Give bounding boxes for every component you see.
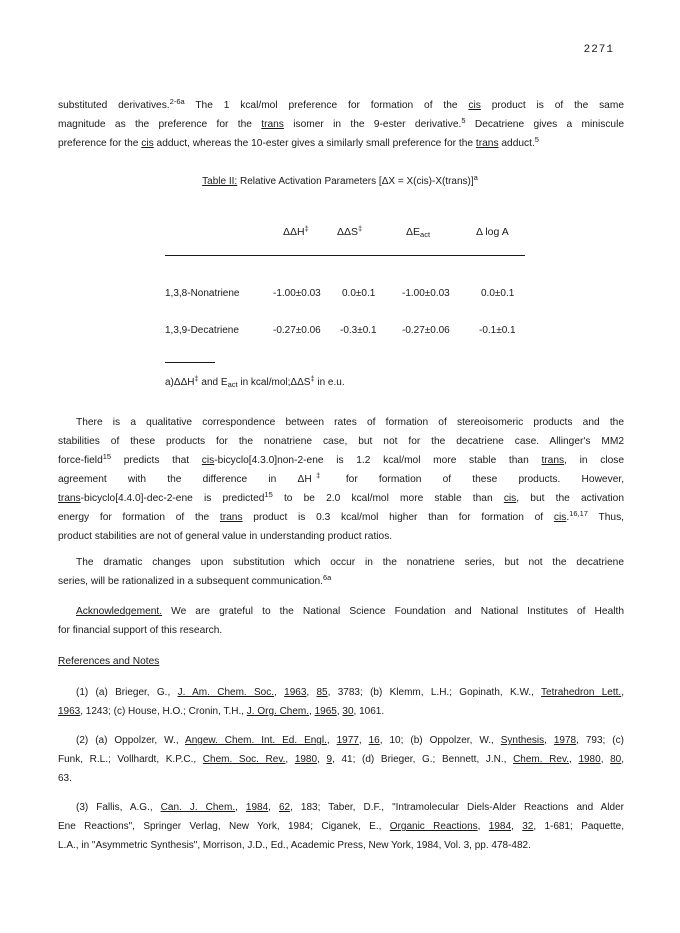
column-header-dds: ΔΔS‡ — [337, 224, 363, 238]
reference-2: (2) (a) Oppolzer, W., Angew. Chem. Int. Ed. Engl., 1977, 16, 10; (b) Oppolzer, W., Synthesis, 1978, 793; (c) Funk, R.L.; Vollhardt, K.P.C., Chem. Soc. Rev., 1980, 9, 41; (d) Brieger, G.; Bennett, J.N., Chem. Rev., 1980, 80, 63. — [58, 735, 625, 784]
column-header-de-act: $\Delta E_{act}$ — [406, 226, 431, 239]
reference-3: (3) Fallis, A.G., Can. J. Chem., 1984, 62, 183; Taber, D.F., "Intramolecular Diels-Alder Reactions and Alder Ene Reactions", Springer Verlag, New York, 1984; Ciganek, E., Organic Reactions, 1984, 32, 1-681; Paquette, L.A., in "Asymmetric Synthesis", Morrison, J.D., Ed., Academic Press, New York, 1984, Vol. 3, pp. 478-482. — [58, 802, 625, 851]
column-header-dlog-a: Δ log A — [476, 226, 509, 238]
table-cell: -0.1±0.1 — [479, 325, 516, 336]
table-cell: -0.27±0.06 — [402, 325, 450, 336]
reference-1: (1) (a) Brieger, G., J. Am. Chem. Soc., 1963, 85, 3783; (b) Klemm, L.H.; Gopinath, K.W., Tetrahedron Lett., 1963, 1243; (c) House, H.O.; Cronin, T.H., J. Org. Chem., 1965, 30, 1061. — [58, 687, 624, 717]
table-footnote: a)ΔΔH‡ and $E_{act}$ in kcal/mol;ΔΔS‡ in e.u. — [165, 374, 345, 389]
table-cell: 0.0±0.1 — [481, 288, 515, 299]
intro-paragraph: substituted derivatives.$^{2-6a}$ The 1 kcal/mol preference for formation of the cis product is of the same magnitude as the preference for the trans isomer in the 9-ester derivative.$^5$ Decatriene gives a miniscule preference for the cis adduct, whereas the 10-ester gives a similarly small preference for the trans adduct.$^5$ — [58, 97, 625, 149]
page-number: 2271 — [583, 44, 614, 56]
row-label-nonatriene: 1,3,8-Nonatriene — [165, 288, 240, 299]
table-caption: Table II: Relative Activation Parameters [ΔX = X(cis)-X(trans)]$^a$ — [202, 173, 478, 187]
table-cell: -0.3±0.1 — [340, 325, 377, 336]
table-header-rule — [165, 255, 525, 256]
references-heading: References and Notes — [58, 656, 160, 667]
conclusion-paragraph: The dramatic changes upon substitution which occur in the nonatriene series, but not the decatriene series, will be rationalized in a subsequent communication.$^{6a}$ — [58, 557, 624, 587]
footnote-rule — [165, 362, 215, 363]
discussion-paragraph: There is a qualitative correspondence between rates of formation of stereoisomeric products and the stabilities of these products for the nonatriene case, but not for the decatriene case. Allinger's MM2 force-field$^{15}$ predicts that cis-bicyclo[4.3.0]non-2-ene is 1.2 kcal/mol more stable than trans, in close agreement with the difference in ΔH‡ for formation of these products. However, trans-bicyclo[4.4.0]-dec-2-ene is predicted$^{15}$ to be 2.0 kcal/mol more stable than cis, but the activation energy for formation of the trans product is 0.3 kcal/mol higher than for formation of cis.$^{16,17}$ Thus, product stabilities are not of general value in understanding product ratios. — [58, 417, 625, 542]
column-header-ddh: ΔΔH‡ — [283, 224, 309, 238]
table-cell: -1.00±0.03 — [402, 288, 450, 299]
table-cell: 0.0±0.1 — [342, 288, 376, 299]
row-label-decatriene: 1,3,9-Decatriene — [165, 325, 239, 336]
acknowledgement: Acknowledgement. We are grateful to the National Science Foundation and National Institutes of Health for financial support of this research. — [58, 606, 624, 636]
table-cell: -0.27±0.06 — [273, 325, 321, 336]
table-cell: -1.00±0.03 — [273, 288, 321, 299]
